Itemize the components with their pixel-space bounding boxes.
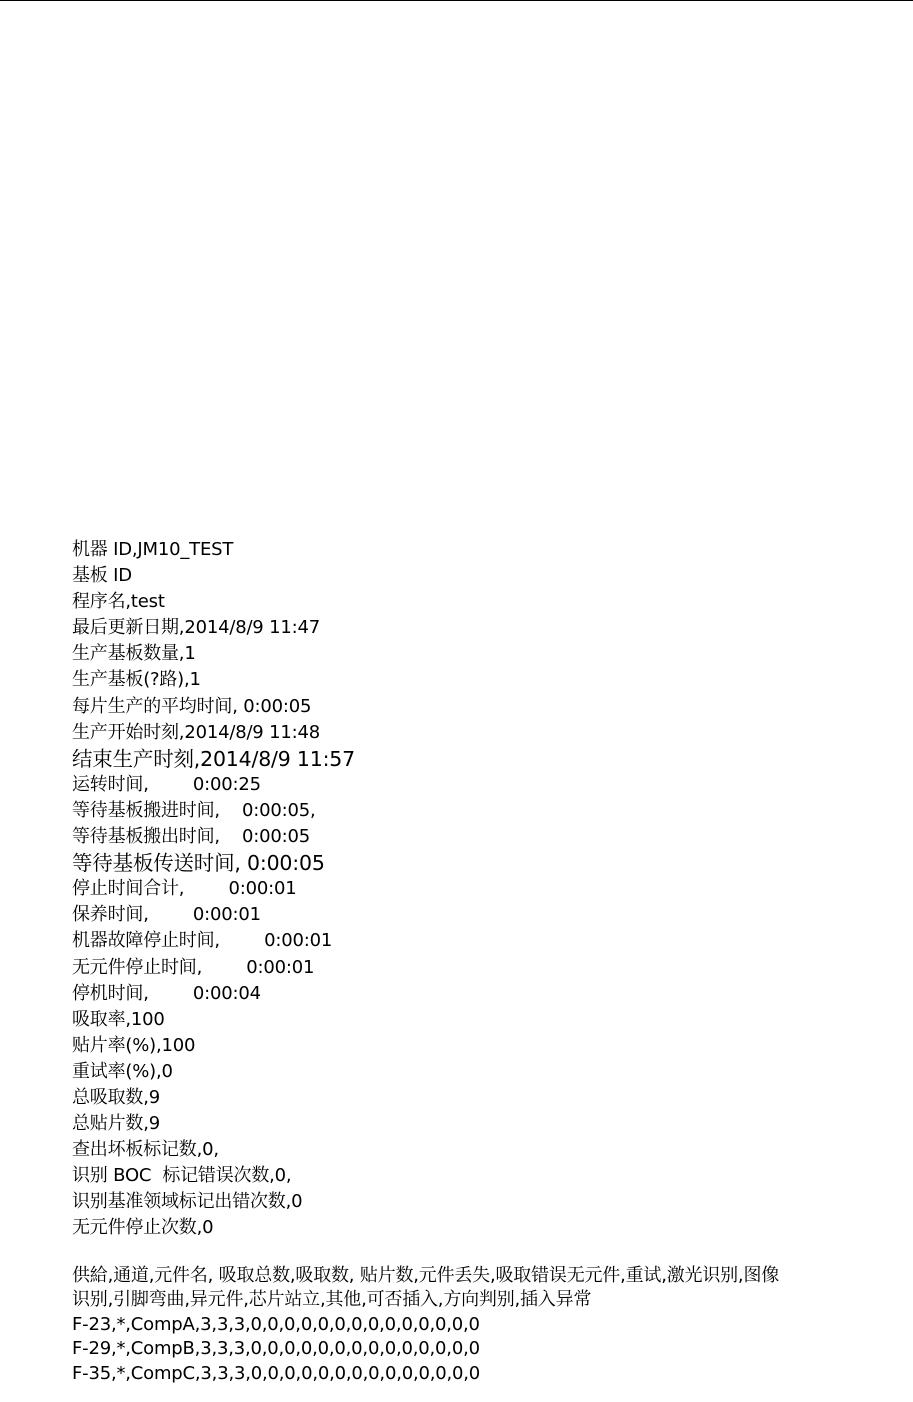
table-header-line-2: 识别,引脚弯曲,异元件,芯片站立,其他,可否插入,方向判别,插入异常 bbox=[72, 1289, 592, 1311]
maintenance-time-line: 保养时间, 0:00:01 bbox=[72, 904, 261, 926]
table-row: F-29,*,CompB,3,3,3,0,0,0,0,0,0,0,0,0,0,0,0,0,0 bbox=[72, 1338, 480, 1360]
summary-block bbox=[72, 537, 902, 1242]
placement-rate-line: 贴片率(%),100 bbox=[72, 1034, 196, 1056]
last-updated-line: 最后更新日期,2014/8/9 11:47 bbox=[72, 617, 320, 639]
run-time-line: 运转时间, 0:00:25 bbox=[72, 773, 261, 795]
table-row: F-35,*,CompC,3,3,3,0,0,0,0,0,0,0,0,0,0,0,0,0,0 bbox=[72, 1362, 481, 1384]
avg-time-line: 每片生产的平均时间, 0:00:05 bbox=[72, 695, 312, 717]
table-row: F-23,*,CompA,3,3,3,0,0,0,0,0,0,0,0,0,0,0,0,0,0 bbox=[72, 1313, 480, 1335]
end-time-line: 结束生产时刻,2014/8/9 11:57 bbox=[72, 746, 355, 771]
no-component-stop-line: 无元件停止时间, 0:00:01 bbox=[72, 956, 315, 978]
board-count-line: 生产基板数量,1 bbox=[72, 643, 196, 665]
retry-rate-line: 重试率(%),0 bbox=[72, 1060, 173, 1082]
wait-transfer-line: 等待基板传送时间, 0:00:05 bbox=[72, 851, 325, 876]
no-component-count-line: 无元件停止次数,0 bbox=[72, 1217, 214, 1239]
board-lanes-line: 生产基板(?路),1 bbox=[72, 669, 201, 691]
bad-board-mark-line: 查出坏板标记数,0, bbox=[72, 1139, 219, 1161]
total-placement-line: 总贴片数,9 bbox=[72, 1113, 160, 1135]
program-name-line: 程序名,test bbox=[72, 591, 165, 613]
total-pickup-line: 总吸取数,9 bbox=[72, 1086, 160, 1108]
table-header-line-1: 供給,通道,元件名, 吸取总数,吸取数, 贴片数,元件丢失,吸取错误无元件,重试,激光识别,图像 bbox=[72, 1264, 780, 1286]
boc-mark-error-line: 识别 BOC 标记错误次数,0, bbox=[72, 1165, 292, 1187]
feeder-table bbox=[72, 1264, 902, 1387]
top-border-line bbox=[0, 0, 913, 1]
production-report bbox=[72, 537, 902, 1386]
machine-id-line: 机器 ID,JM10_TEST bbox=[72, 539, 234, 560]
wait-in-line: 等待基板搬进时间, 0:00:05, bbox=[72, 799, 316, 821]
stop-total-line: 停止时间合计, 0:00:01 bbox=[72, 878, 297, 900]
fault-stop-line: 机器故障停止时间, 0:00:01 bbox=[72, 930, 333, 952]
section-gap bbox=[72, 1242, 902, 1264]
board-id-line: 基板 ID bbox=[72, 565, 132, 587]
fiducial-error-line: 识别基准领域标记出错次数,0 bbox=[72, 1191, 303, 1213]
pickup-rate-line: 吸取率,100 bbox=[72, 1008, 165, 1030]
start-time-line: 生产开始时刻,2014/8/9 11:48 bbox=[72, 721, 320, 743]
wait-out-line: 等待基板搬出时间, 0:00:05 bbox=[72, 826, 310, 848]
downtime-line: 停机时间, 0:00:04 bbox=[72, 982, 261, 1004]
